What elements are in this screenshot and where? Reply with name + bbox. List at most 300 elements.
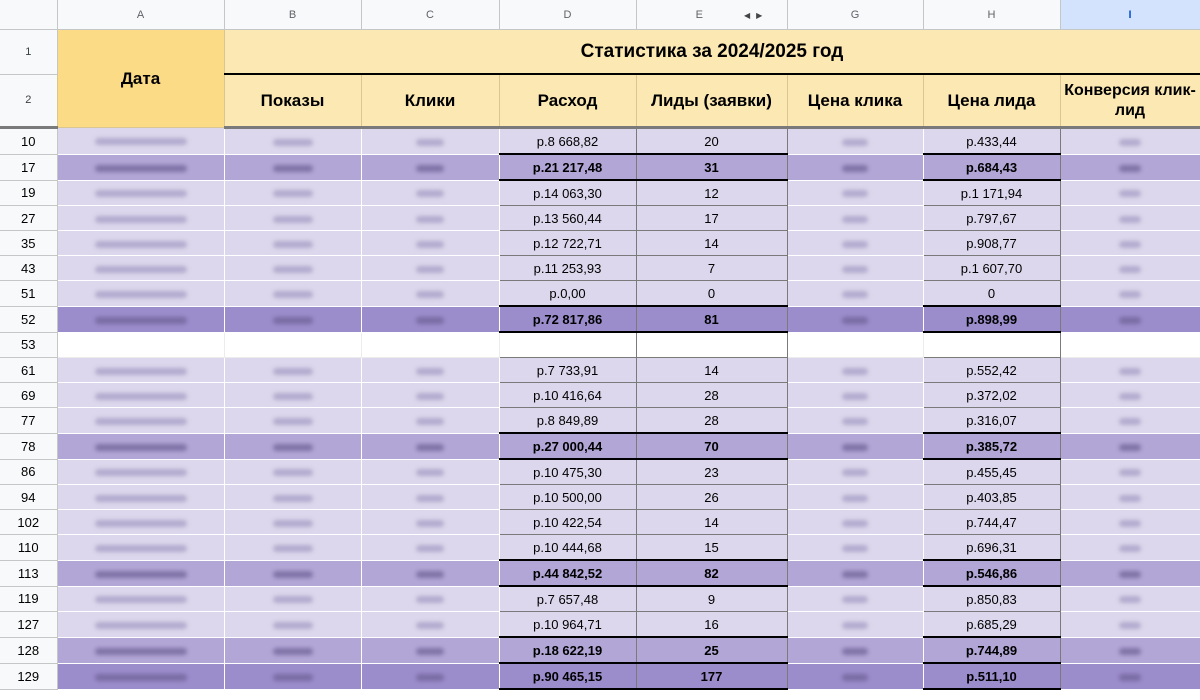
click-price-cell[interactable] [787, 612, 923, 638]
redacted-value [416, 418, 444, 425]
redacted-value [95, 520, 187, 527]
date-cell[interactable] [57, 433, 224, 459]
clicks-cell[interactable] [361, 332, 499, 358]
row-number[interactable]: 113 [0, 560, 57, 586]
data-rows [0, 128, 1200, 690]
conversion-cell[interactable] [1060, 408, 1200, 434]
row-number[interactable]: 78 [0, 433, 57, 459]
lead-price-cell[interactable]: р.684,43 [923, 154, 1060, 180]
click-price-cell[interactable] [787, 206, 923, 231]
redacted-value [95, 216, 187, 223]
row-number[interactable]: 110 [0, 535, 57, 561]
redacted-value [416, 520, 444, 527]
impressions-cell[interactable] [224, 154, 361, 180]
table-row [0, 586, 1200, 612]
click-price-header[interactable]: Цена клика [787, 74, 923, 128]
clicks-cell[interactable] [361, 256, 499, 281]
expense-header[interactable]: Расход [499, 74, 636, 128]
row-number[interactable]: 127 [0, 612, 57, 638]
leads-cell[interactable]: 82 [636, 560, 787, 586]
row-number[interactable]: 51 [0, 281, 57, 307]
redacted-value [842, 393, 868, 400]
date-cell[interactable] [57, 231, 224, 256]
click-price-cell[interactable] [787, 332, 923, 358]
leads-cell[interactable]: 9 [636, 586, 787, 612]
redacted-value [1119, 139, 1141, 146]
redacted-value [1119, 495, 1141, 502]
conversion-cell[interactable] [1060, 560, 1200, 586]
redacted-value [273, 596, 313, 603]
column-header-a[interactable]: A [57, 0, 224, 30]
click-price-cell[interactable] [787, 510, 923, 535]
conversion-cell[interactable] [1060, 663, 1200, 689]
date-cell[interactable] [57, 383, 224, 408]
column-header-i[interactable]: I [1060, 0, 1200, 30]
impressions-cell[interactable] [224, 433, 361, 459]
table-row [0, 281, 1200, 307]
expense-cell[interactable]: р.72 817,86 [499, 306, 636, 332]
redacted-value [95, 596, 187, 603]
clicks-cell[interactable] [361, 560, 499, 586]
click-price-cell[interactable] [787, 306, 923, 332]
conversion-cell[interactable] [1060, 256, 1200, 281]
click-price-cell[interactable] [787, 535, 923, 561]
impressions-cell[interactable] [224, 256, 361, 281]
click-price-cell[interactable] [787, 663, 923, 689]
redacted-value [95, 291, 187, 298]
redacted-value [1119, 596, 1141, 603]
redacted-value [842, 241, 868, 248]
impressions-cell[interactable] [224, 306, 361, 332]
clicks-cell[interactable] [361, 663, 499, 689]
redacted-value [1119, 418, 1141, 425]
row-number[interactable]: 77 [0, 408, 57, 434]
impressions-cell[interactable] [224, 510, 361, 535]
redacted-value [1119, 317, 1141, 324]
click-price-cell[interactable] [787, 408, 923, 434]
expense-cell[interactable]: р.10 444,68 [499, 535, 636, 561]
impressions-cell[interactable] [224, 206, 361, 231]
lead-price-cell[interactable]: р.1 607,70 [923, 256, 1060, 281]
row-number[interactable]: 27 [0, 206, 57, 231]
redacted-value [1119, 571, 1141, 578]
lead-price-cell[interactable]: р.546,86 [923, 560, 1060, 586]
conversion-cell[interactable] [1060, 535, 1200, 561]
expense-cell[interactable]: р.10 475,30 [499, 459, 636, 485]
impressions-cell[interactable] [224, 459, 361, 485]
lead-price-cell[interactable]: р.372,02 [923, 383, 1060, 408]
clicks-cell[interactable] [361, 535, 499, 561]
click-price-cell[interactable] [787, 256, 923, 281]
table-row [0, 206, 1200, 231]
click-price-cell[interactable] [787, 560, 923, 586]
leads-cell[interactable]: 15 [636, 535, 787, 561]
leads-cell[interactable]: 20 [636, 128, 787, 155]
column-header-d[interactable]: D [499, 0, 636, 30]
row-number[interactable]: 43 [0, 256, 57, 281]
row-number[interactable]: 86 [0, 459, 57, 485]
table-title[interactable]: Статистика за 2024/2025 год [224, 30, 1200, 75]
redacted-value [842, 571, 868, 578]
redacted-value [416, 216, 444, 223]
lead-price-cell[interactable]: р.511,10 [923, 663, 1060, 689]
date-cell[interactable] [57, 637, 224, 663]
click-price-cell[interactable] [787, 383, 923, 408]
clicks-cell[interactable] [361, 306, 499, 332]
expense-cell[interactable]: р.10 500,00 [499, 485, 636, 510]
redacted-value [842, 622, 868, 629]
date-cell[interactable] [57, 459, 224, 485]
click-price-cell[interactable] [787, 637, 923, 663]
row-number[interactable]: 69 [0, 383, 57, 408]
expand-hidden-columns-right-icon[interactable]: ▶ [756, 10, 763, 20]
conversion-cell[interactable] [1060, 485, 1200, 510]
expand-hidden-columns-left-icon[interactable]: ◀ [744, 10, 751, 20]
redacted-value [95, 418, 187, 425]
clicks-cell[interactable] [361, 154, 499, 180]
lead-price-cell[interactable]: р.744,89 [923, 637, 1060, 663]
lead-price-cell[interactable]: р.744,47 [923, 510, 1060, 535]
impressions-cell[interactable] [224, 332, 361, 358]
column-header-g[interactable]: G [787, 0, 923, 30]
conversion-cell[interactable] [1060, 586, 1200, 612]
leads-cell[interactable]: 177 [636, 663, 787, 689]
lead-price-cell[interactable]: р.316,07 [923, 408, 1060, 434]
impressions-cell[interactable] [224, 180, 361, 206]
impressions-cell[interactable] [224, 663, 361, 689]
click-price-cell[interactable] [787, 586, 923, 612]
expense-cell[interactable]: р.8 668,82 [499, 128, 636, 155]
row-number[interactable]: 10 [0, 128, 57, 155]
conversion-cell[interactable] [1060, 154, 1200, 180]
conversion-cell[interactable] [1060, 206, 1200, 231]
redacted-value [842, 648, 868, 655]
leads-cell[interactable]: 25 [636, 637, 787, 663]
lead-price-cell[interactable]: р.433,44 [923, 128, 1060, 155]
redacted-value [95, 138, 187, 145]
clicks-cell[interactable] [361, 358, 499, 383]
conversion-cell[interactable] [1060, 383, 1200, 408]
table-row [0, 231, 1200, 256]
date-cell[interactable] [57, 128, 224, 155]
expense-cell[interactable]: р.21 217,48 [499, 154, 636, 180]
table-row [0, 663, 1200, 689]
select-all-corner[interactable] [0, 0, 57, 30]
redacted-value [95, 674, 187, 681]
column-header-e[interactable]: E ◀ ▶ [636, 0, 787, 30]
conversion-cell[interactable] [1060, 128, 1200, 155]
redacted-value [416, 495, 444, 502]
lead-price-cell[interactable]: р.685,29 [923, 612, 1060, 638]
table-row [0, 358, 1200, 383]
redacted-value [416, 545, 444, 552]
redacted-value [842, 495, 868, 502]
click-price-cell[interactable] [787, 281, 923, 307]
clicks-cell[interactable] [361, 586, 499, 612]
leads-cell[interactable]: 17 [636, 206, 787, 231]
row-number[interactable]: 119 [0, 586, 57, 612]
impressions-cell[interactable] [224, 586, 361, 612]
lead-price-cell[interactable]: р.908,77 [923, 231, 1060, 256]
impressions-cell[interactable] [224, 231, 361, 256]
date-cell[interactable] [57, 180, 224, 206]
click-price-cell[interactable] [787, 433, 923, 459]
conversion-cell[interactable] [1060, 433, 1200, 459]
expense-cell[interactable]: р.10 422,54 [499, 510, 636, 535]
row-number[interactable]: 17 [0, 154, 57, 180]
lead-price-cell[interactable] [923, 332, 1060, 358]
conversion-cell[interactable] [1060, 231, 1200, 256]
expense-cell[interactable]: р.7 733,91 [499, 358, 636, 383]
redacted-value [416, 241, 444, 248]
date-cell[interactable] [57, 663, 224, 689]
expense-cell[interactable]: р.13 560,44 [499, 206, 636, 231]
click-price-cell[interactable] [787, 180, 923, 206]
clicks-cell[interactable] [361, 459, 499, 485]
impressions-cell[interactable] [224, 535, 361, 561]
expense-cell[interactable]: р.44 842,52 [499, 560, 636, 586]
click-price-cell[interactable] [787, 459, 923, 485]
conversion-cell[interactable] [1060, 637, 1200, 663]
column-header-h[interactable]: H [923, 0, 1060, 30]
expense-cell[interactable] [499, 332, 636, 358]
expense-cell[interactable]: р.0,00 [499, 281, 636, 307]
redacted-value [273, 469, 313, 476]
redacted-value [416, 291, 444, 298]
conversion-cell[interactable] [1060, 358, 1200, 383]
table-row [0, 383, 1200, 408]
redacted-value [273, 648, 313, 655]
redacted-value [416, 571, 444, 578]
table-row [0, 485, 1200, 510]
redacted-value [273, 190, 313, 197]
lead-price-cell[interactable]: р.696,31 [923, 535, 1060, 561]
row-number[interactable]: 2 [0, 74, 57, 128]
lead-price-cell[interactable]: р.552,42 [923, 358, 1060, 383]
lead-price-cell[interactable]: р.403,85 [923, 485, 1060, 510]
impressions-cell[interactable] [224, 383, 361, 408]
leads-cell[interactable]: 28 [636, 408, 787, 434]
clicks-cell[interactable] [361, 612, 499, 638]
lead-price-cell[interactable]: р.797,67 [923, 206, 1060, 231]
leads-cell[interactable]: 26 [636, 485, 787, 510]
date-cell[interactable] [57, 281, 224, 307]
row-number[interactable]: 53 [0, 332, 57, 358]
redacted-value [416, 674, 444, 681]
clicks-cell[interactable] [361, 433, 499, 459]
click-price-cell[interactable] [787, 358, 923, 383]
row-number[interactable]: 52 [0, 306, 57, 332]
impressions-cell[interactable] [224, 612, 361, 638]
redacted-value [842, 469, 868, 476]
column-header-b[interactable]: B [224, 0, 361, 30]
clicks-cell[interactable] [361, 485, 499, 510]
impressions-cell[interactable] [224, 358, 361, 383]
impressions-cell[interactable] [224, 281, 361, 307]
expense-cell[interactable]: р.10 964,71 [499, 612, 636, 638]
row-number[interactable]: 61 [0, 358, 57, 383]
lead-price-header[interactable]: Цена лида [923, 74, 1060, 128]
date-cell[interactable] [57, 408, 224, 434]
expense-cell[interactable]: р.11 253,93 [499, 256, 636, 281]
clicks-cell[interactable] [361, 128, 499, 155]
leads-cell[interactable]: 31 [636, 154, 787, 180]
table-row [0, 256, 1200, 281]
redacted-value [416, 648, 444, 655]
redacted-value [273, 139, 313, 146]
row-number[interactable]: 19 [0, 180, 57, 206]
row-number[interactable]: 1 [0, 30, 57, 75]
expense-cell[interactable]: р.12 722,71 [499, 231, 636, 256]
leads-header[interactable]: Лиды (заявки) [636, 74, 787, 128]
clicks-header[interactable]: Клики [361, 74, 499, 128]
redacted-value [842, 190, 868, 197]
clicks-cell[interactable] [361, 281, 499, 307]
table-row [0, 154, 1200, 180]
clicks-cell[interactable] [361, 408, 499, 434]
leads-cell[interactable]: 14 [636, 358, 787, 383]
lead-price-cell[interactable]: р.1 171,94 [923, 180, 1060, 206]
leads-cell[interactable]: 81 [636, 306, 787, 332]
redacted-value [1119, 393, 1141, 400]
expense-cell[interactable]: р.90 465,15 [499, 663, 636, 689]
date-cell[interactable] [57, 256, 224, 281]
click-price-cell[interactable] [787, 231, 923, 256]
date-cell[interactable] [57, 535, 224, 561]
date-cell[interactable] [57, 358, 224, 383]
row-number[interactable]: 35 [0, 231, 57, 256]
conversion-cell[interactable] [1060, 612, 1200, 638]
impressions-cell[interactable] [224, 408, 361, 434]
impressions-cell[interactable] [224, 637, 361, 663]
conversion-cell[interactable] [1060, 510, 1200, 535]
redacted-value [95, 495, 187, 502]
row-number[interactable]: 102 [0, 510, 57, 535]
redacted-value [842, 317, 868, 324]
redacted-value [1119, 165, 1141, 172]
redacted-value [95, 571, 187, 578]
redacted-value [842, 216, 868, 223]
row-number[interactable]: 128 [0, 637, 57, 663]
lead-price-cell[interactable]: 0 [923, 281, 1060, 307]
redacted-value [273, 216, 313, 223]
impressions-header[interactable]: Показы [224, 74, 361, 128]
clicks-cell[interactable] [361, 206, 499, 231]
click-price-cell[interactable] [787, 485, 923, 510]
redacted-value [842, 291, 868, 298]
redacted-value [416, 469, 444, 476]
row-number[interactable]: 129 [0, 663, 57, 689]
lead-price-cell[interactable]: р.850,83 [923, 586, 1060, 612]
leads-cell[interactable]: 12 [636, 180, 787, 206]
redacted-value [95, 622, 187, 629]
table-row [0, 560, 1200, 586]
redacted-value [842, 266, 868, 273]
conversion-cell[interactable] [1060, 281, 1200, 307]
date-cell[interactable] [57, 612, 224, 638]
expense-cell[interactable]: р.7 657,48 [499, 586, 636, 612]
redacted-value [416, 393, 444, 400]
clicks-cell[interactable] [361, 383, 499, 408]
leads-cell[interactable]: 28 [636, 383, 787, 408]
expense-cell[interactable]: р.27 000,44 [499, 433, 636, 459]
redacted-value [416, 622, 444, 629]
table-row [0, 433, 1200, 459]
leads-cell[interactable] [636, 332, 787, 358]
expense-cell[interactable]: р.18 622,19 [499, 637, 636, 663]
redacted-value [273, 241, 313, 248]
redacted-value [273, 368, 313, 375]
lead-price-cell[interactable]: р.385,72 [923, 433, 1060, 459]
redacted-value [416, 317, 444, 324]
impressions-cell[interactable] [224, 128, 361, 155]
conversion-header[interactable]: Конверсия клик-лид [1060, 74, 1200, 128]
date-cell[interactable] [57, 306, 224, 332]
date-cell[interactable] [57, 485, 224, 510]
conversion-cell[interactable] [1060, 332, 1200, 358]
conversion-cell[interactable] [1060, 180, 1200, 206]
leads-cell[interactable]: 16 [636, 612, 787, 638]
redacted-value [95, 317, 187, 324]
click-price-cell[interactable] [787, 128, 923, 155]
conversion-cell[interactable] [1060, 306, 1200, 332]
click-price-cell[interactable] [787, 154, 923, 180]
leads-cell[interactable]: 0 [636, 281, 787, 307]
clicks-cell[interactable] [361, 510, 499, 535]
leads-cell[interactable]: 14 [636, 231, 787, 256]
column-header-c[interactable]: C [361, 0, 499, 30]
row-number[interactable]: 94 [0, 485, 57, 510]
date-cell[interactable] [57, 154, 224, 180]
lead-price-cell[interactable]: р.455,45 [923, 459, 1060, 485]
redacted-value [842, 520, 868, 527]
clicks-cell[interactable] [361, 180, 499, 206]
redacted-value [1119, 674, 1141, 681]
date-header[interactable]: Дата [57, 30, 224, 128]
lead-price-cell[interactable]: р.898,99 [923, 306, 1060, 332]
clicks-cell[interactable] [361, 637, 499, 663]
impressions-cell[interactable] [224, 485, 361, 510]
expense-cell[interactable]: р.14 063,30 [499, 180, 636, 206]
redacted-value [273, 495, 313, 502]
impressions-cell[interactable] [224, 560, 361, 586]
expense-cell[interactable]: р.8 849,89 [499, 408, 636, 434]
redacted-value [273, 266, 313, 273]
redacted-value [1119, 266, 1141, 273]
leads-cell[interactable]: 23 [636, 459, 787, 485]
leads-cell[interactable]: 70 [636, 433, 787, 459]
leads-cell[interactable]: 7 [636, 256, 787, 281]
date-cell[interactable] [57, 586, 224, 612]
date-cell[interactable] [57, 332, 224, 358]
redacted-value [1119, 190, 1141, 197]
redacted-value [273, 418, 313, 425]
date-cell[interactable] [57, 206, 224, 231]
leads-cell[interactable]: 14 [636, 510, 787, 535]
conversion-cell[interactable] [1060, 459, 1200, 485]
redacted-value [1119, 241, 1141, 248]
table-row [0, 535, 1200, 561]
date-cell[interactable] [57, 510, 224, 535]
redacted-value [842, 674, 868, 681]
redacted-value [416, 266, 444, 273]
column-header-row [0, 0, 1200, 30]
redacted-value [1119, 216, 1141, 223]
expense-cell[interactable]: р.10 416,64 [499, 383, 636, 408]
date-cell[interactable] [57, 560, 224, 586]
redacted-value [273, 317, 313, 324]
clicks-cell[interactable] [361, 231, 499, 256]
